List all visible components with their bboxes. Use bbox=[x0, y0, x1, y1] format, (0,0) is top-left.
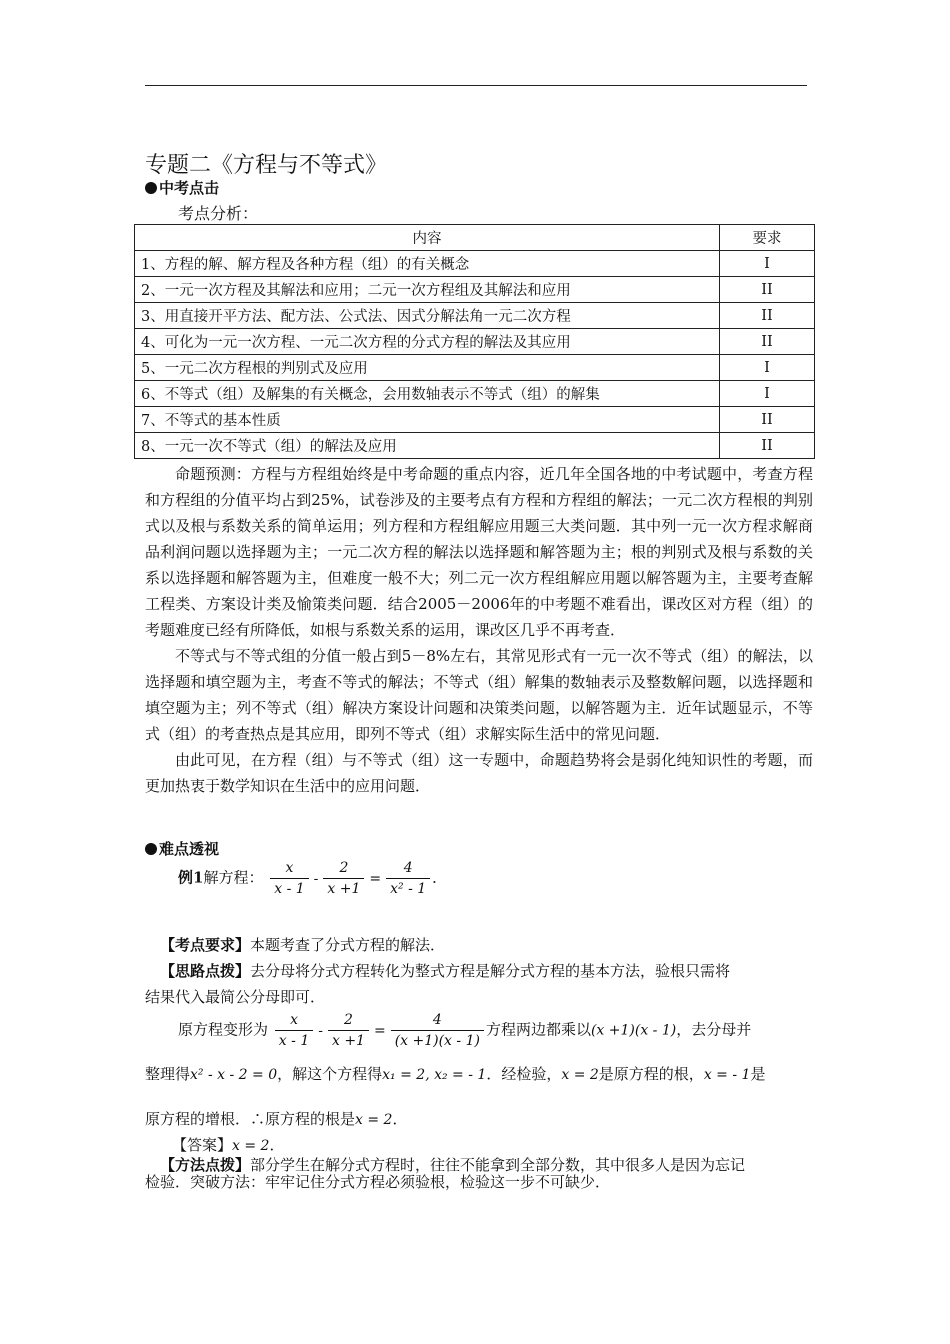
kaodian-line bbox=[160, 934, 445, 955]
solution-line2: 整理得x² - x - 2 = 0，解这个方程得x₁ = 2, x₂ = - 1．经检验，x = 2是原方程的根，x = - 1是 bbox=[145, 1065, 766, 1083]
row-level: I bbox=[720, 355, 815, 381]
example-label: 例1 bbox=[178, 868, 204, 887]
bullet-icon bbox=[145, 182, 157, 194]
table-row bbox=[135, 277, 815, 303]
section-label: 中考点击 bbox=[159, 179, 220, 197]
row-content: 3、用直接开平方法、配方法、公式法、因式分解法角一元二次方程 bbox=[135, 303, 720, 329]
row-content: 8、一元一次不等式（组）的解法及应用 bbox=[135, 433, 720, 459]
solution-line1: 原方程变形为 $\frac{x}{x - 1}$ - $\frac{2}{x +1}$ = $\frac{4}{(x +1)(x - 1)}$ 方程两边都乘以(x +1)(x - 1)，去分母并 bbox=[178, 1012, 752, 1049]
table-row bbox=[135, 355, 815, 381]
row-level: II bbox=[720, 277, 815, 303]
fraction: $\frac{4}{(x +1)(x - 1)}$ bbox=[391, 1012, 484, 1049]
paragraph-prediction: 命题预测：方程与方程组始终是中考命题的重点内容，近几年全国各地的中考试题中，考查方程和方程组的分值平均占到25%，试卷涉及的主要考点有方程和方程组的解法；一元二次方程根的判别式以及根与系数关系的简单运用；列方程和方程组解应用题三大类问题．其中列一元一次方程求解商品利润问题以选择题为主；一元二次方程的解法以选择题和解答题为主；根的判别式及根与系数的关系以选择题和解答题为主，但难度一般不大；列二元一次方程组解应用题以解答题为主，主要考查解工程类、方案设计类及愉策类问题．结合2005－2006年的中考题不难看出，课改区对方程（组）的考题难度已经有所降低，如根与系数关系的运用，课改区几乎不再考查． bbox=[145, 465, 813, 639]
method-text: 部分学生在解分式方程时，往往不能拿到全部分数，其中很多人是因为忘记 bbox=[250, 1156, 746, 1174]
silu-tag: 【思路点拨】 bbox=[160, 962, 251, 980]
fraction: $\frac{2}{x +1}$ bbox=[328, 1012, 369, 1049]
table-row bbox=[135, 329, 815, 355]
example-prompt: 解方程： bbox=[203, 868, 264, 887]
row-level: II bbox=[720, 303, 815, 329]
row-level: I bbox=[720, 381, 815, 407]
fraction: $\frac{x}{x - 1}$ bbox=[275, 1012, 313, 1049]
row-content: 4、可化为一元一次方程、一元二次方程的分式方程的解法及其应用 bbox=[135, 329, 720, 355]
row-level: II bbox=[720, 407, 815, 433]
table-row bbox=[135, 303, 815, 329]
column-header-content: 内容 bbox=[135, 225, 720, 251]
page-title: 专题二《方程与不等式》 bbox=[145, 153, 388, 178]
method-tag: 【方法点拨】 bbox=[160, 1156, 251, 1174]
bullet-icon bbox=[145, 843, 157, 855]
table-header-row bbox=[135, 225, 815, 251]
table-row bbox=[135, 407, 815, 433]
table-row bbox=[135, 251, 815, 277]
solution-line3: 原方程的增根．∴原方程的根是x = 2． bbox=[145, 1110, 408, 1128]
row-content: 1、方程的解、解方程及各种方程（组）的有关概念 bbox=[135, 251, 720, 277]
requirements-table bbox=[134, 224, 815, 459]
silu-text: 去分母将分式方程转化为整式方程是解分式方程的基本方法，验根只需将 bbox=[250, 962, 731, 980]
column-header-level: 要求 bbox=[720, 225, 815, 251]
header-rule bbox=[145, 85, 807, 86]
example-1: 例1解方程： $\frac{x}{x - 1}$ - $\frac{2}{x +1}$ = $\frac{4}{\text{x² - 1}}$ ． bbox=[178, 860, 448, 897]
row-level: II bbox=[720, 329, 815, 355]
answer-line: 【答案】x = 2． bbox=[172, 1136, 285, 1154]
row-content: 6、不等式（组）及解集的有关概念，会用数轴表示不等式（组）的解集 bbox=[135, 381, 720, 407]
table-row bbox=[135, 433, 815, 459]
row-level: II bbox=[720, 433, 815, 459]
answer-tag: 【答案】 bbox=[172, 1136, 233, 1154]
answer-value: x = 2 bbox=[232, 1138, 270, 1154]
table-row bbox=[135, 381, 815, 407]
row-content: 2、一元一次方程及其解法和应用；二元一次方程组及其解法和应用 bbox=[135, 277, 720, 303]
silu-line2: 结果代入最简公分母即可． bbox=[145, 988, 326, 1006]
kaodian-tag: 【考点要求】 bbox=[160, 936, 251, 954]
silu-line1 bbox=[160, 960, 730, 981]
method-line2: 检验．突破方法：牢牢记住分式方程必须验根，检验这一步不可缺少． bbox=[145, 1173, 611, 1191]
row-level: I bbox=[720, 251, 815, 277]
paragraph-conclusion: 由此可见，在方程（组）与不等式（组）这一专题中，命题趋势将会是弱化纯知识性的考题，而更加热衷于数学知识在生活中的应用问题． bbox=[145, 751, 813, 795]
sub-heading: 考点分析： bbox=[178, 204, 259, 223]
section-label: 难点透视 bbox=[159, 840, 220, 858]
body-text bbox=[145, 461, 813, 799]
row-content: 5、一元二次方程根的判别式及应用 bbox=[135, 355, 720, 381]
row-content: 7、不等式的基本性质 bbox=[135, 407, 720, 433]
section-heading-nandian bbox=[145, 838, 219, 859]
paragraph-inequality: 不等式与不等式组的分值一般占到5－8%左右，其常见形式有一元一次不等式（组）的解法，以选择题和填空题为主，考查不等式的解法；不等式（组）解集的数轴表示及整数解问题，以选择题和填空题为主；列不等式（组）解决方案设计问题和决策类问题，以解答题为主．近年试题显示，不等式（组）的考查热点是其应用，即列不等式（组）求解实际生活中的常见问题． bbox=[145, 647, 813, 743]
fraction: $\frac{x}{x - 1}$ bbox=[270, 860, 308, 897]
fraction: $\frac{4}{\text{x² - 1}}$ bbox=[386, 860, 430, 897]
section-heading-zhongkao bbox=[145, 177, 219, 198]
fraction: $\frac{2}{x +1}$ bbox=[323, 860, 364, 897]
kaodian-text: 本题考查了分式方程的解法． bbox=[250, 936, 446, 954]
